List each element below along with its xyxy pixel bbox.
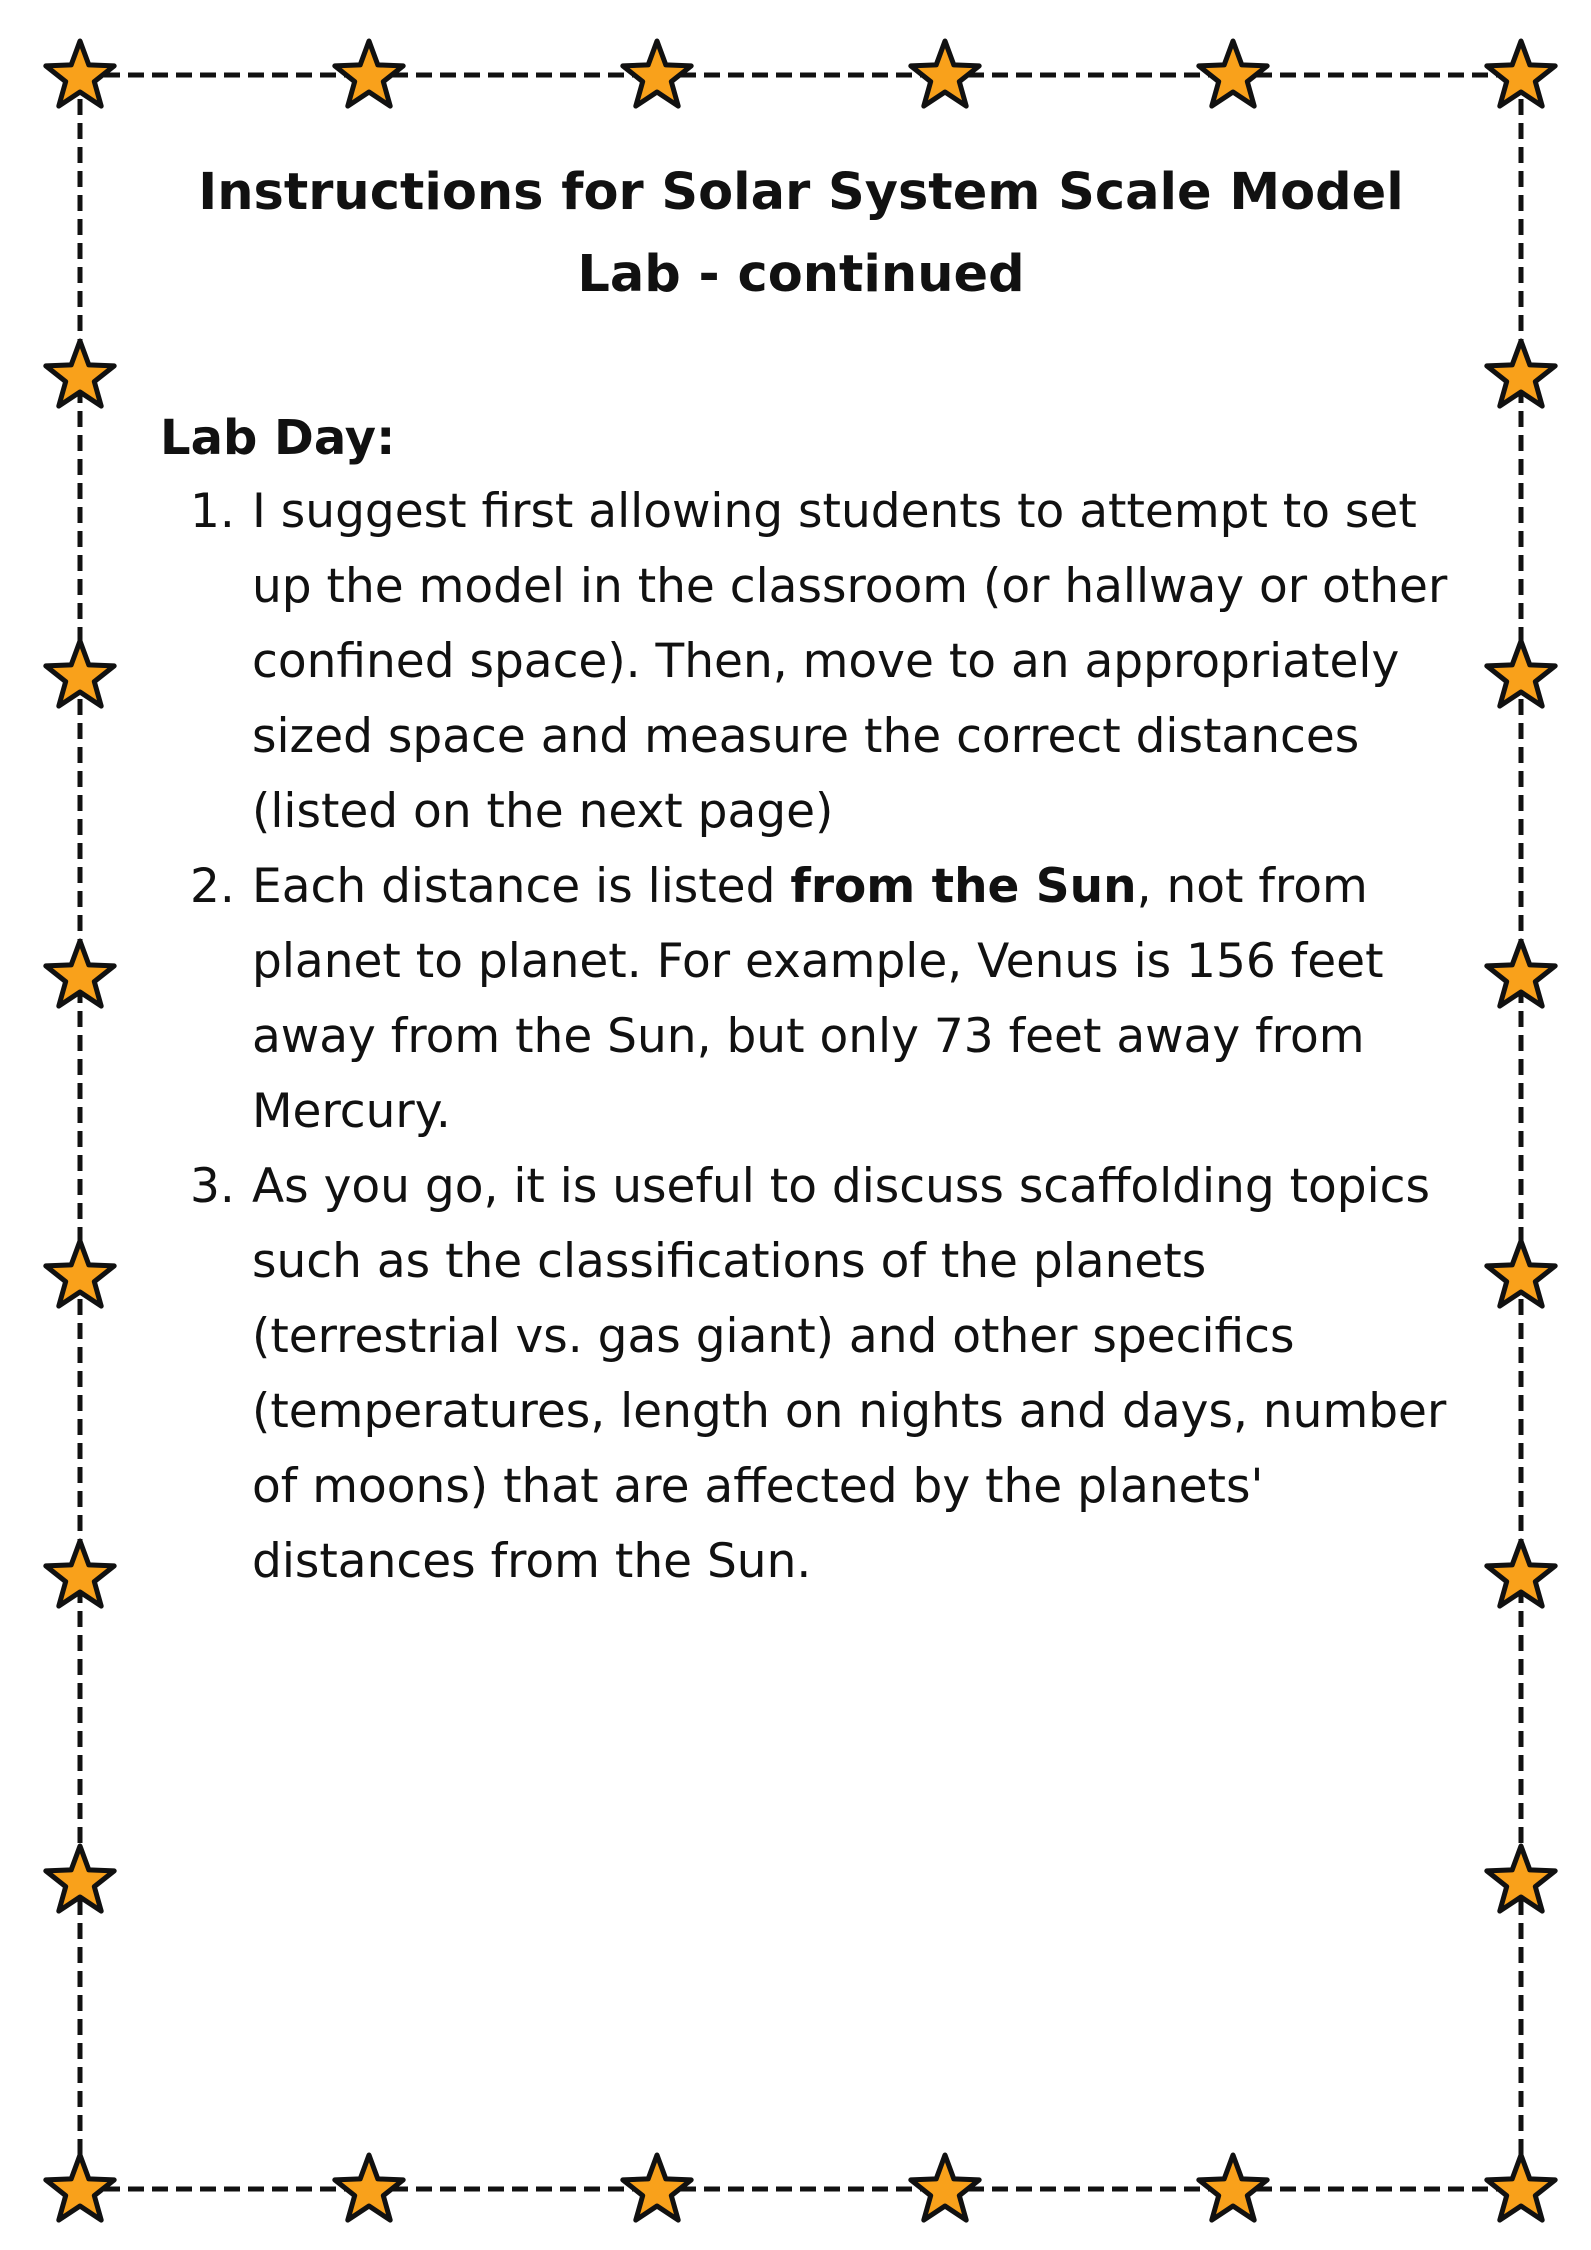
step-text-part: Each distance is listed xyxy=(252,859,791,914)
star-icon xyxy=(46,641,114,706)
star-icon xyxy=(911,2155,979,2220)
list-item xyxy=(190,474,1460,849)
page-title xyxy=(160,152,1442,316)
star-icon xyxy=(1199,41,1267,106)
star-icon xyxy=(1487,641,1555,706)
star-icon xyxy=(46,1241,114,1306)
step-number: 1. xyxy=(190,484,235,539)
step-text xyxy=(252,859,1384,1139)
star-icon xyxy=(46,41,114,106)
star-icon xyxy=(911,41,979,106)
step-text-part: , not from planet to planet. For example, Venus is 156 feet away from the Sun, but only 73 feet away from Mercury. xyxy=(252,859,1384,1139)
star-icon xyxy=(46,2155,114,2220)
title-line-1: Instructions for Solar System Scale Model xyxy=(198,163,1404,222)
step-number: 3. xyxy=(190,1159,235,1214)
star-icon xyxy=(335,2155,403,2220)
star-icon xyxy=(623,2155,691,2220)
title-line-2: Lab - continued xyxy=(577,245,1025,304)
step-number: 2. xyxy=(190,859,235,914)
star-icon xyxy=(1199,2155,1267,2220)
instruction-list xyxy=(190,474,1460,1599)
emphasis-text: from the Sun xyxy=(790,859,1137,914)
step-text: As you go, it is useful to discuss scaffolding topics such as the classifications of the planets (terrestrial vs. gas giant) and other specifics (temperatures, length on nights and days, number of moons) that are affected by the planets' distances from the Sun. xyxy=(252,1159,1447,1589)
star-icon xyxy=(1487,2155,1555,2220)
star-icon xyxy=(1487,1241,1555,1306)
section-heading-lab-day: Lab Day: xyxy=(160,410,396,466)
list-item xyxy=(190,849,1460,1149)
step-text: I suggest first allowing students to attempt to set up the model in the classroom (or hallway or other confined space). Then, move to an appropriately sized space and measure the correct distances (listed on the next page) xyxy=(252,484,1448,839)
star-icon xyxy=(623,41,691,106)
list-item xyxy=(190,1149,1460,1599)
star-icon xyxy=(335,41,403,106)
star-icon xyxy=(1487,41,1555,106)
